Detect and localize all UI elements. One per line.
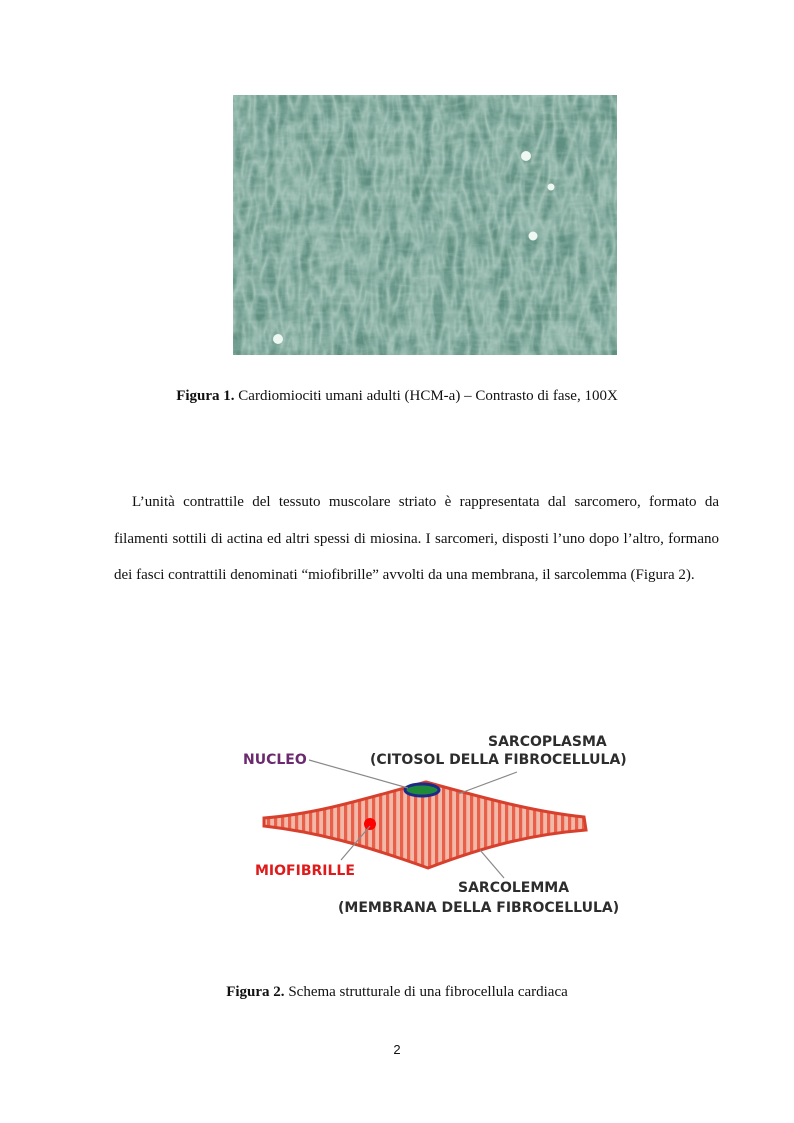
striation [540,772,543,882]
figure-1-text: Cardiomiociti umani adulti (HCM-a) – Contrasto di fase, 100X [234,388,618,404]
striation [505,772,508,882]
fibrocell-diagram [236,722,628,922]
label-sarcolemma-sub: (MEMBRANA DELLA FIBROCELLULA) [338,900,620,916]
striation [547,772,550,882]
striation [463,772,466,882]
striation [589,772,592,882]
label-sarcolemma: SARCOLEMMA [458,880,570,896]
page-number: 2 [393,1042,401,1057]
striation [393,772,396,882]
striation [561,772,564,882]
striation [575,772,578,882]
figure-2-label: Figura 2. [226,984,285,1000]
striation [554,772,557,882]
nucleus-shape [405,784,439,796]
striation [484,772,487,882]
label-miofibrille: MIOFIBRILLE [255,863,355,879]
body-paragraph: L’unità contrattile del tessuto muscolare striato è rappresentata dal sarcomero, formato da filamenti sottili di actina ed altri spessi di miosina. I sarcomeri, disposti l’uno dopo l’altro, formano dei fasci contrattili denominati “miofibrille” avvolti da una membrana, il sarcolemma (Figura 2). [114,494,719,583]
striation [379,772,382,882]
figure-1-caption [0,386,794,406]
striation [512,772,515,882]
figure-1-label: Figura 1. [176,388,235,404]
label-sarcoplasma-sub: (CITOSOL DELLA FIBROCELLULA) [370,752,627,768]
figure-2-caption [0,982,794,1002]
label-nucleo: NUCLEO [243,752,307,768]
striation [456,772,459,882]
striation [477,772,480,882]
striation [526,772,529,882]
striation [533,772,536,882]
striation [519,772,522,882]
striation [386,772,389,882]
striation [568,772,571,882]
striation [358,772,361,882]
figure-2-text: Schema strutturale di una fibrocellula cardiaca [284,984,568,1000]
striation [498,772,501,882]
cardiomyocyte-micrograph [233,95,617,355]
label-sarcoplasma: SARCOPLASMA [488,734,607,750]
myofibril-dot [364,818,376,830]
